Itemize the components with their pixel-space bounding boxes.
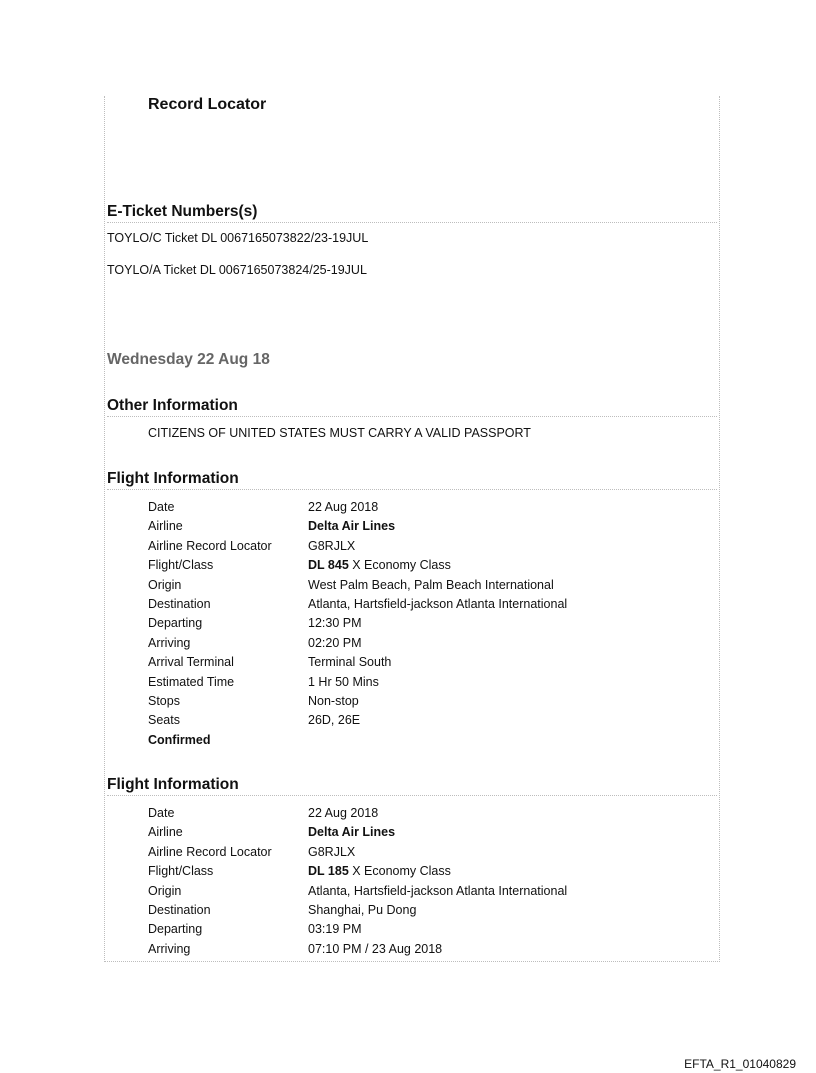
flight-number: DL 845	[308, 558, 349, 573]
airline-label: Airline	[148, 519, 183, 534]
departing-value: 03:19 PM	[308, 922, 362, 937]
status-confirmed: Confirmed	[148, 732, 211, 747]
date-value: 22 Aug 2018	[308, 500, 379, 514]
flight-1-locator-row	[148, 537, 567, 556]
flight-1-flight-row	[148, 556, 567, 575]
date-label: Date	[148, 806, 175, 820]
flight-2-departing-row	[148, 920, 567, 939]
eticket-heading: E-Ticket Numbers(s)	[107, 203, 717, 223]
destination-label: Destination	[148, 596, 211, 611]
flight-2-origin-row	[148, 882, 567, 901]
terminal-value: Terminal South	[308, 655, 392, 670]
flight-1-heading: Flight Information	[107, 470, 717, 490]
arriving-value: 07:10 PM / 23 Aug 2018	[308, 941, 443, 956]
locator-value: G8RJLX	[308, 538, 356, 553]
seats-value: 26D, 26E	[308, 713, 361, 728]
flight-1-estimated-row	[148, 673, 567, 692]
departing-label: Departing	[148, 922, 203, 937]
flight-2-details	[148, 804, 567, 959]
ticket-line-2: TOYLO/A Ticket DL 0067165073824/25-19JUL	[107, 263, 367, 277]
flight-class-label: Flight/Class	[148, 558, 214, 573]
flight-1-status-row	[148, 731, 567, 750]
flight-class-label: Flight/Class	[148, 864, 214, 879]
flight-1-arriving-row	[148, 634, 567, 653]
date-label: Date	[148, 500, 175, 514]
stops-label: Stops	[148, 693, 180, 708]
flight-2-arriving-row	[148, 940, 567, 959]
flight-1-departing-row	[148, 614, 567, 633]
departing-value: 12:30 PM	[308, 616, 362, 631]
flight-1-airline-row	[148, 517, 567, 536]
flight-2-heading: Flight Information	[107, 776, 717, 796]
day-heading: Wednesday 22 Aug 18	[107, 351, 270, 368]
locator-label: Airline Record Locator	[148, 538, 272, 553]
airline-value: Delta Air Lines	[308, 825, 396, 840]
stops-value: Non-stop	[308, 693, 359, 708]
ticket-line-1: TOYLO/C Ticket DL 0067165073822/23-19JUL	[107, 231, 369, 245]
destination-value: Shanghai, Pu Dong	[308, 902, 417, 917]
departing-label: Departing	[148, 616, 203, 631]
flight-2-flight-row	[148, 862, 567, 881]
estimated-label: Estimated Time	[148, 674, 235, 689]
document-id-footer: EFTA_R1_01040829	[684, 1057, 796, 1071]
record-locator-label: Record Locator	[148, 96, 267, 113]
flight-1-date-row	[148, 498, 567, 517]
other-info-heading: Other Information	[107, 397, 717, 417]
flight-1-stops-row	[148, 692, 567, 711]
flight-1-details	[148, 498, 567, 750]
flight-2-destination-row	[148, 901, 567, 920]
origin-label: Origin	[148, 577, 182, 592]
flight-class: X Economy Class	[348, 864, 451, 879]
airline-value: Delta Air Lines	[308, 519, 396, 534]
origin-value: Atlanta, Hartsfield-jackson Atlanta International	[308, 883, 568, 898]
destination-value: Atlanta, Hartsfield-jackson Atlanta International	[308, 596, 568, 611]
date-value: 22 Aug 2018	[308, 806, 379, 820]
passport-note: CITIZENS OF UNITED STATES MUST CARRY A VALID PASSPORT	[148, 426, 531, 440]
arriving-value: 02:20 PM	[308, 635, 362, 650]
arriving-label: Arriving	[148, 635, 191, 650]
flight-2-airline-row	[148, 823, 567, 842]
flight-1-destination-row	[148, 595, 567, 614]
origin-label: Origin	[148, 883, 182, 898]
flight-class: X Economy Class	[348, 558, 451, 573]
flight-2-date-row	[148, 804, 567, 823]
arriving-label: Arriving	[148, 941, 191, 956]
flight-1-seats-row	[148, 711, 567, 730]
flight-1-terminal-row	[148, 653, 567, 672]
flight-1-origin-row	[148, 576, 567, 595]
seats-label: Seats	[148, 713, 180, 728]
airline-label: Airline	[148, 825, 183, 840]
terminal-label: Arrival Terminal	[148, 655, 234, 670]
flight-number: DL 185	[308, 864, 349, 879]
destination-label: Destination	[148, 902, 211, 917]
origin-value: West Palm Beach, Palm Beach International	[308, 577, 554, 592]
locator-label: Airline Record Locator	[148, 844, 272, 859]
estimated-value: 1 Hr 50 Mins	[308, 674, 379, 689]
locator-value: G8RJLX	[308, 844, 356, 859]
flight-2-locator-row	[148, 843, 567, 862]
